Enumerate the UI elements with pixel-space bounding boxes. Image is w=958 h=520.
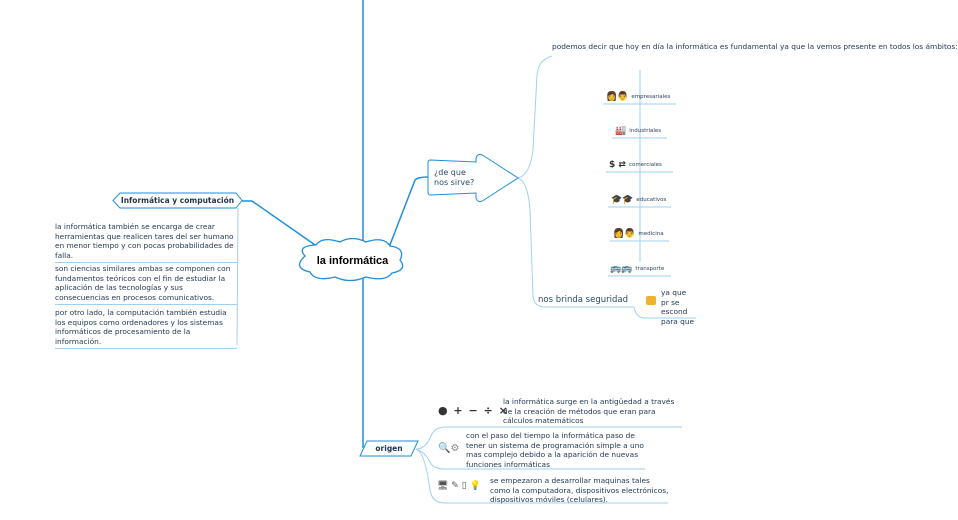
- central-topic[interactable]: la informática: [316, 255, 389, 267]
- ambito-empresariales: [606, 92, 670, 102]
- left-note-2: son ciencias similares ambas se componen con fundamentos teóricos con el fin de estudiar la aplicación de las tecnologías y sus consecuencias en procesos comunicativos.: [55, 264, 237, 305]
- ambito-transporte: [610, 264, 664, 274]
- ambito-educativos: [611, 195, 666, 205]
- ambito-label: empresariales: [631, 94, 671, 100]
- ambitos-intro: podemos decir que hoy en día la informática es fundamental ya que la vemos presente en todos los ámbitos:: [552, 42, 958, 51]
- origen-note-2: con el paso del tiempo la informática paso de tener un sistema de programación simple a uno mas complejo debido a la aparición de nuevas funciones informáticas: [466, 431, 644, 469]
- search-gear-icon: 🔍⚙: [438, 443, 460, 454]
- money-icon: $ ⇄: [609, 160, 626, 170]
- ambito-comerciales: [609, 160, 662, 170]
- factory-icon: 🏭: [615, 126, 627, 136]
- ambito-label: transporte: [635, 266, 665, 272]
- lock-icon: [646, 296, 656, 305]
- ambito-industriales: [615, 126, 661, 136]
- left-note-1: la informática también se encarga de crear herramientas que realicen tares del ser humano en menor tiempo y con pocas probabilidades de falla.: [55, 222, 237, 263]
- origen-note-3: se empezaron a desarrollar maquinas tales como la computadora, dispositivos electrónicos, dispositivos móviles (celulares).: [490, 476, 669, 505]
- ambito-label: educativos: [636, 197, 667, 203]
- seguridad-detail: ya que pr se escond para que: [661, 288, 695, 326]
- doctor-icon: 👩👨: [613, 229, 636, 239]
- ambito-label: medicina: [638, 231, 664, 237]
- math-operators-icon: ● + − ÷ ×: [438, 404, 509, 417]
- bus-icon: 🚌🚌: [610, 264, 633, 274]
- graduate-icon: 🎓🎓: [611, 195, 634, 205]
- devices-icon: 🖥 ✎ ▯ 💡: [437, 481, 481, 491]
- business-people-icon: 👩👨: [606, 92, 629, 102]
- branch-de-que-nos-sirve[interactable]: ¿de que nos sirve?: [434, 168, 475, 187]
- origen-note-1: la informática surge en la antigüedad a través de la creación de métodos que eran para cálculos matemáticos: [503, 397, 675, 426]
- branch-origen[interactable]: origen: [375, 444, 403, 453]
- ambito-label: industriales: [629, 128, 662, 134]
- branch-seguridad[interactable]: nos brinda seguridad: [538, 295, 628, 305]
- left-note-3: por otro lado, la computación también estudia los equipos como ordenadores y los sistemas informáticos de procesamiento de la información.: [55, 308, 237, 349]
- ambito-label: comerciales: [628, 162, 662, 168]
- branch-informatica-computacion[interactable]: Informática y computación: [120, 196, 235, 205]
- ambito-medicina: [613, 229, 664, 239]
